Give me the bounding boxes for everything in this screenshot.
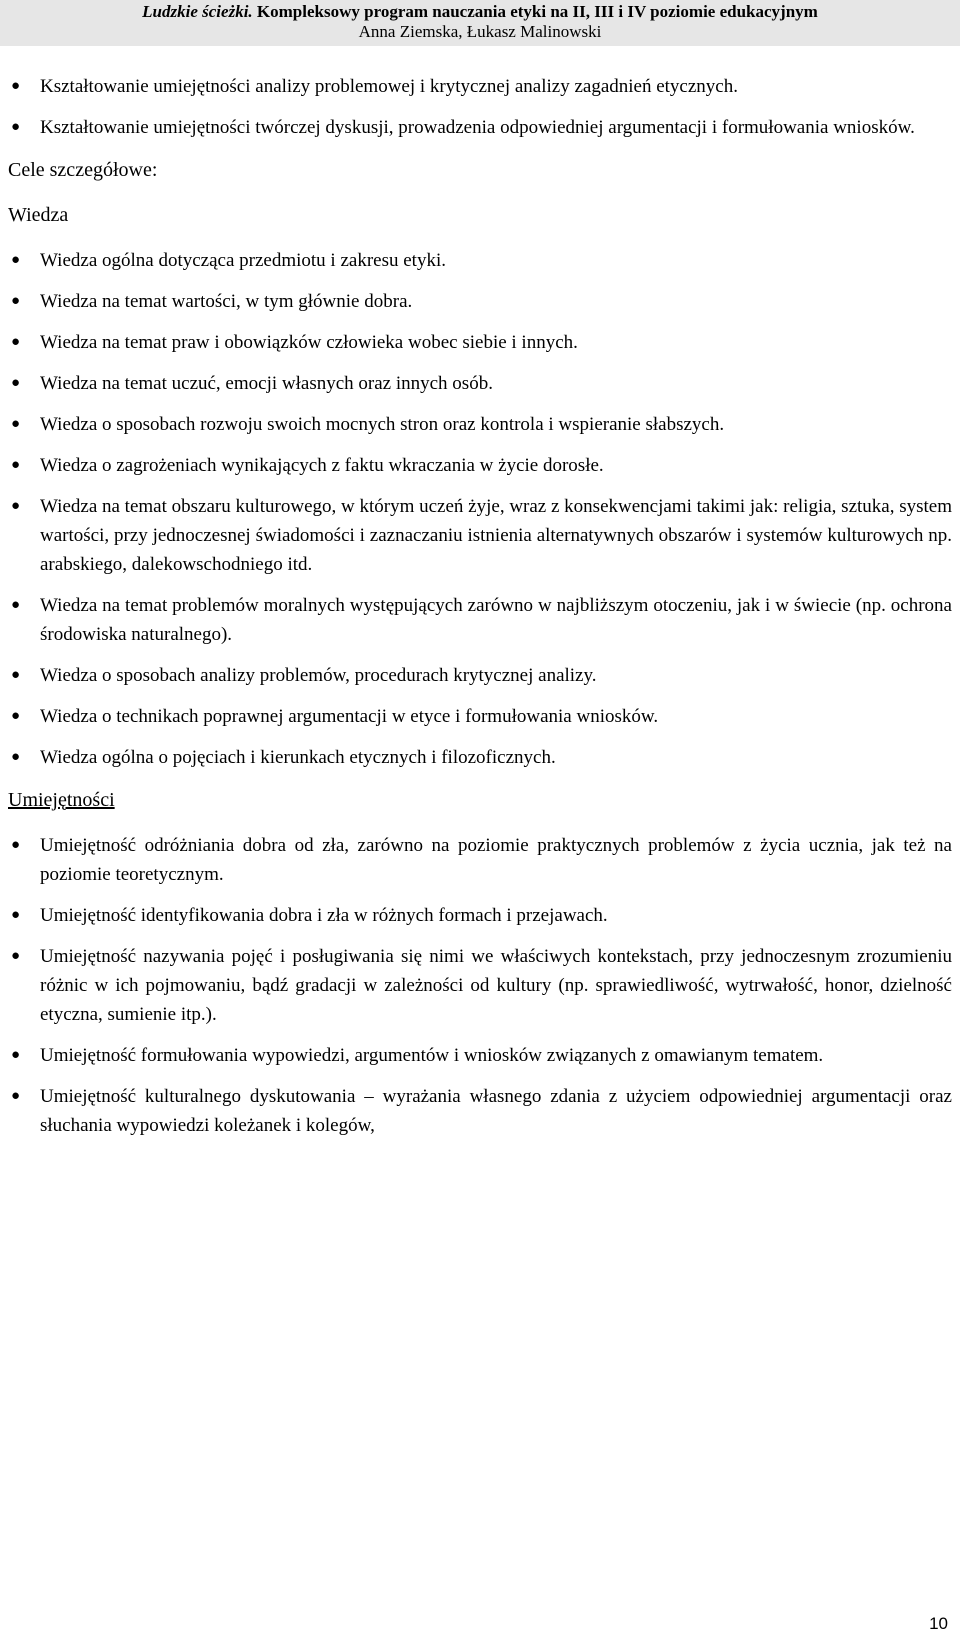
page-number: 10 [929, 1614, 948, 1633]
list-item: ● Wiedza na temat wartości, w tym głównie dobra. [8, 287, 952, 316]
list-item: ● Kształtowanie umiejętności twórczej dyskusji, prowadzenia odpowiedniej argumentacji i formułowania wniosków. [8, 113, 952, 142]
umiejetnosci-heading: Umiejętności [8, 789, 115, 811]
list-item: ● Wiedza na temat praw i obowiązków człowieka wobec siebie i innych. [8, 328, 952, 357]
list-item: ● Umiejętność kulturalnego dyskutowania – wyrażania własnego zdania z użyciem odpowiedniej argumentacji oraz słuchania wypowiedzi koleżanek i kolegów, [8, 1082, 952, 1140]
general-goals-list [8, 72, 952, 142]
list-item: ● Wiedza na temat problemów moralnych występujących zarówno w najbliższym otoczeniu, jak i w świecie (np. ochrona środowiska naturalnego). [8, 591, 952, 649]
wiedza-list [8, 246, 952, 772]
wiedza-heading: Wiedza [8, 204, 69, 226]
list-item: ● Wiedza o sposobach rozwoju swoich mocnych stron oraz kontrola i wspieranie słabszych. [8, 410, 952, 439]
umiejetnosci-list [8, 831, 952, 1140]
list-item: ● Wiedza o sposobach analizy problemów, procedurach krytycznej analizy. [8, 661, 952, 690]
list-item: ● Wiedza o zagrożeniach wynikających z faktu wkraczania w życie dorosłe. [8, 451, 952, 480]
list-item: ● Umiejętność identyfikowania dobra i zła w różnych formach i przejawach. [8, 901, 952, 930]
list-item: ● Umiejętność odróżniania dobra od zła, zarówno na poziomie praktycznych problemów z życia ucznia, jak też na poziomie teoretycznym. [8, 831, 952, 889]
page-header [0, 0, 960, 46]
list-item: ● Umiejętność formułowania wypowiedzi, argumentów i wniosków związanych z omawianym tematem. [8, 1041, 952, 1070]
list-item: ● Kształtowanie umiejętności analizy problemowej i krytycznej analizy zagadnień etycznych. [8, 72, 952, 101]
list-item: ● Wiedza ogólna dotycząca przedmiotu i zakresu etyki. [8, 246, 952, 275]
header-title-italic: Ludzkie ścieżki. [142, 2, 253, 21]
document-body [8, 72, 952, 1152]
list-item: ● Wiedza na temat obszaru kulturowego, w którym uczeń żyje, wraz z konsekwencjami takimi jak: religia, sztuka, system wartości, przy jednoczesnej świadomości i zaznaczaniu istnienia alternatywnych obszarów i systemów kulturowych np. arabskiego, dalekowschodniego itd. [8, 492, 952, 579]
list-item: ● Wiedza ogólna o pojęciach i kierunkach etycznych i filozoficznych. [8, 743, 952, 772]
cele-heading: Cele szczegółowe: [8, 159, 158, 181]
list-item: ● Wiedza na temat uczuć, emocji własnych oraz innych osób. [8, 369, 952, 398]
header-title-rest: Kompleksowy program nauczania etyki na II, III i IV poziomie edukacyjnym [252, 2, 818, 21]
header-authors: Anna Ziemska, Łukasz Malinowski [358, 22, 602, 41]
header-title [0, 2, 960, 22]
list-item: ● Wiedza o technikach poprawnej argumentacji w etyce i formułowania wniosków. [8, 702, 952, 731]
list-item: ● Umiejętność nazywania pojęć i posługiwania się nimi we właściwych kontekstach, przy jednoczesnym zrozumieniu różnic w ich pojmowaniu, bądź gradacji w zależności od kultury (np. sprawiedliwość, wytrwałość, honor, dzielność etyczna, sumienie itp.). [8, 942, 952, 1029]
